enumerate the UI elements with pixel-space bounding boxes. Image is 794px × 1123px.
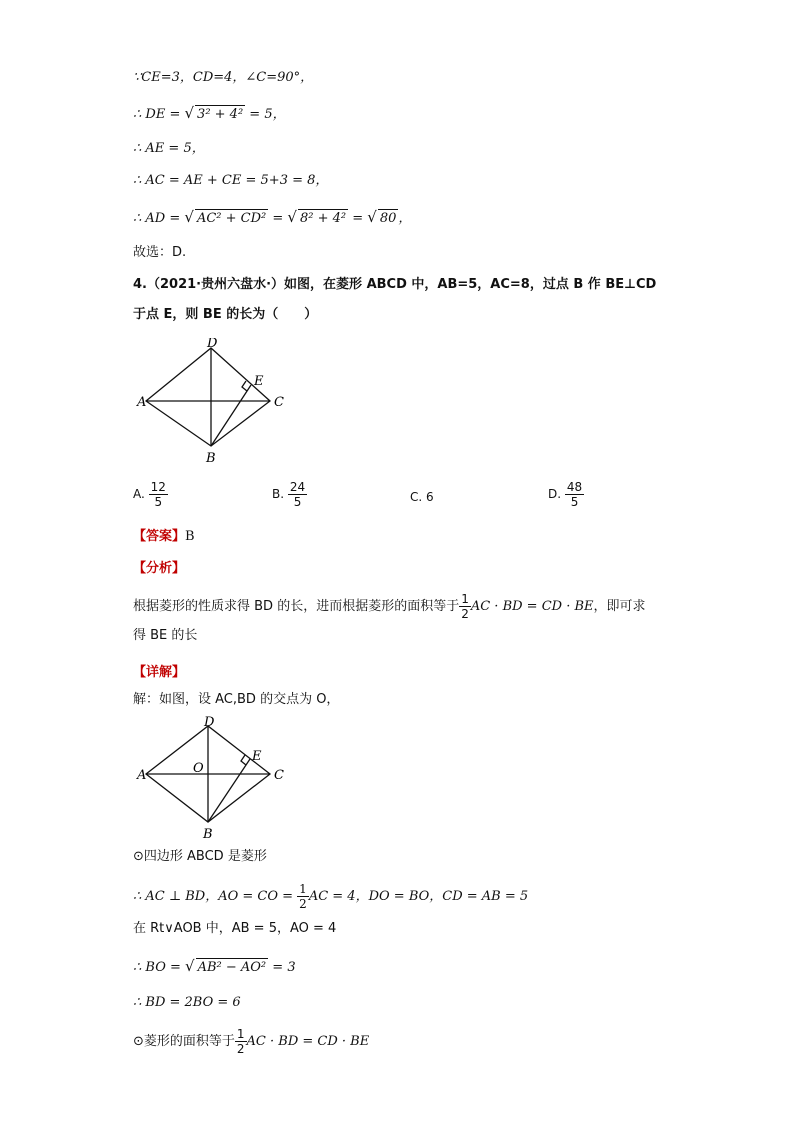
fraction bbox=[565, 480, 584, 509]
fraction bbox=[235, 1027, 247, 1056]
fraction bbox=[288, 480, 307, 509]
text: = 3 bbox=[268, 960, 296, 975]
text: ⊙菱形的面积等于 bbox=[133, 1034, 235, 1049]
text: 根据菱形的性质求得 BD 的长，进而根据菱形的面积等于 bbox=[133, 599, 460, 614]
formula: AC · BD = CD · BE bbox=[246, 1034, 370, 1049]
text: ∴ AD = bbox=[133, 211, 185, 226]
radicand: 80 bbox=[379, 211, 397, 226]
denominator: 5 bbox=[293, 495, 302, 509]
text: = bbox=[348, 211, 368, 226]
sqrt-icon: √ bbox=[185, 957, 195, 975]
answer-choice-line: 故选：D. bbox=[133, 245, 187, 260]
rhombus-figure-2 bbox=[133, 714, 293, 844]
right-angle-mark bbox=[242, 381, 247, 391]
sqrt-icon: √ bbox=[184, 208, 194, 226]
answer-row bbox=[133, 525, 195, 544]
text: ∴ DE = bbox=[133, 107, 185, 122]
option-label: D. bbox=[548, 487, 562, 501]
radicand: 3² + 4² bbox=[197, 107, 244, 122]
right-angle-mark bbox=[241, 755, 246, 765]
analysis-line-2: 得 BE 的长 bbox=[133, 628, 198, 643]
label-b: B bbox=[203, 827, 213, 842]
question-4-line-1: 4.（2021·贵州六盘水·）如图，在菱形 ABCD 中，AB=5，AC=8，过点 B 作 BE⊥CD bbox=[133, 277, 657, 292]
sqrt-icon: √ bbox=[287, 208, 297, 226]
denominator: 2 bbox=[236, 1042, 245, 1056]
segment-be bbox=[208, 759, 250, 822]
text: = bbox=[268, 211, 288, 226]
detail-line-6: ∴ BD = 2BO = 6 bbox=[133, 995, 241, 1010]
radicand: AB² − AO² bbox=[197, 960, 267, 975]
question-4-line-2: 于点 E，则 BE 的长为（ ） bbox=[133, 307, 318, 322]
label-d: D bbox=[204, 715, 215, 730]
solution-line-4: ∴ AC = AE + CE = 5+3 = 8， bbox=[133, 173, 329, 188]
label-a: A bbox=[137, 768, 147, 783]
text: ， bbox=[398, 211, 412, 226]
numerator: 12 bbox=[150, 480, 166, 494]
label-o: O bbox=[193, 761, 204, 776]
fraction bbox=[149, 480, 168, 509]
option-a[interactable] bbox=[133, 480, 168, 509]
label-e: E bbox=[254, 374, 264, 389]
detail-tag: 【详解】 bbox=[133, 665, 186, 680]
answer-tag: 【答案】 bbox=[133, 529, 186, 544]
solution-line-1: ∵CE=3，CD=4，∠C=90°， bbox=[133, 70, 314, 85]
text: = 5， bbox=[245, 107, 286, 122]
formula: AC · BD = CD · BE bbox=[470, 599, 594, 614]
detail-line-7 bbox=[133, 1027, 369, 1056]
detail-line-2: ⊙四边形 ABCD 是菱形 bbox=[133, 849, 267, 864]
label-a: A bbox=[137, 395, 147, 410]
text: ∴ BO = bbox=[133, 960, 186, 975]
label-e: E bbox=[252, 749, 262, 764]
option-label: B. bbox=[272, 487, 285, 501]
numerator: 48 bbox=[566, 480, 583, 494]
sqrt-icon: √ bbox=[184, 104, 195, 122]
numerator: 1 bbox=[236, 1027, 245, 1041]
text: ，即可求 bbox=[593, 599, 646, 614]
rhombus-figure-1 bbox=[133, 338, 293, 468]
numerator: 1 bbox=[299, 882, 307, 896]
denominator: 5 bbox=[154, 495, 163, 509]
option-label: C. bbox=[410, 490, 423, 504]
analysis-line-1 bbox=[133, 592, 646, 621]
denominator: 5 bbox=[570, 495, 579, 509]
numerator: 24 bbox=[289, 480, 306, 494]
denominator: 2 bbox=[299, 897, 307, 911]
text: ∴ AC ⊥ BD，AO = CO = bbox=[133, 889, 298, 904]
option-b[interactable] bbox=[272, 480, 307, 509]
label-b: B bbox=[206, 451, 216, 466]
label-c: C bbox=[274, 395, 284, 410]
answer-value: B bbox=[185, 529, 195, 544]
numerator: 1 bbox=[461, 592, 469, 606]
option-c[interactable] bbox=[410, 490, 434, 504]
option-value: 6 bbox=[426, 490, 434, 504]
label-c: C bbox=[274, 768, 284, 783]
analysis-tag: 【分析】 bbox=[133, 561, 186, 576]
detail-line-5 bbox=[133, 957, 296, 977]
fraction bbox=[459, 592, 471, 621]
detail-line-3 bbox=[133, 882, 528, 911]
radicand: AC² + CD² bbox=[196, 211, 267, 226]
text: AC = 4，DO = BO，CD = AB = 5 bbox=[308, 889, 529, 904]
segment-be bbox=[211, 385, 251, 446]
option-d[interactable] bbox=[548, 480, 584, 509]
sqrt-icon: √ bbox=[367, 208, 377, 226]
radicand: 8² + 4² bbox=[299, 211, 347, 226]
fraction bbox=[297, 882, 309, 911]
solution-line-3: ∴ AE = 5， bbox=[133, 141, 205, 156]
solution-line-5 bbox=[133, 208, 411, 228]
label-d: D bbox=[207, 338, 218, 351]
solution-line-2 bbox=[133, 104, 286, 124]
denominator: 2 bbox=[461, 607, 469, 621]
option-label: A. bbox=[133, 487, 145, 501]
detail-line-1: 解：如图，设 AC,BD 的交点为 O， bbox=[133, 692, 340, 707]
detail-line-4: 在 Rt∨AOB 中，AB = 5，AO = 4 bbox=[133, 921, 337, 936]
rhombus-outline bbox=[146, 348, 270, 446]
